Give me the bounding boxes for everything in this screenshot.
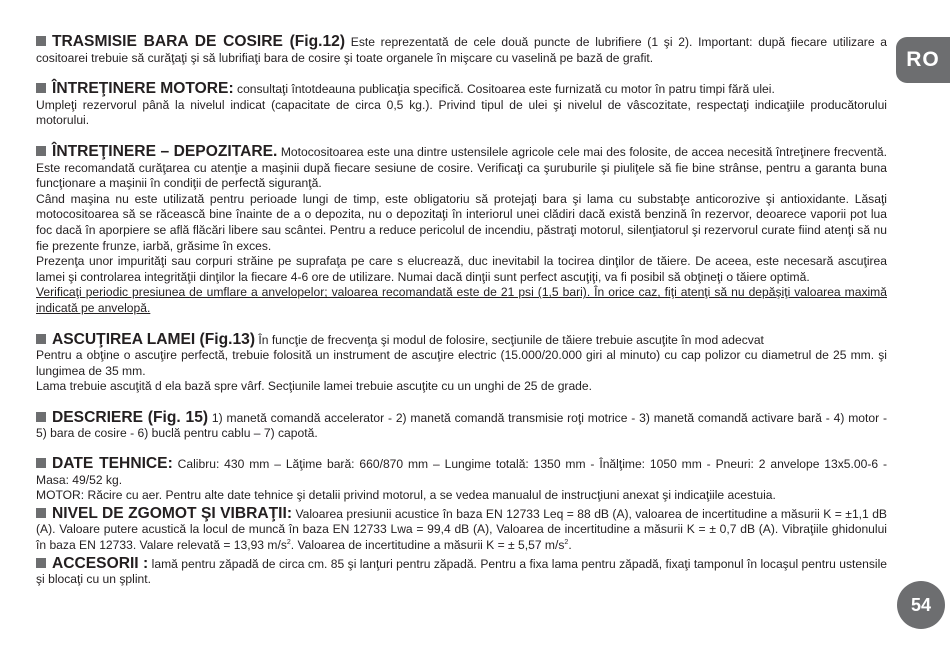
section-text: Este reprezentată de cele două puncte de lubrifiere (1 şi 2). Important: după fiecare utilizare a cositoarei trebuie să curăţaţi şi să lubrifiaţi bara de cosire şi toate organele în mişcare cu vaselină pe bază de grafit. [36, 35, 887, 65]
document-body [36, 34, 887, 588]
tire-pressure-note: Verificaţi periodic presiunea de umflare a anvelopelor; valoarea recomandată este de 21 psi (1,5 bari). În orice caz, fiţi atenţi să nu depăşiţi valoarea maximă indicată pe anvelopă. [36, 285, 887, 315]
section-heading: ACCESORII : [52, 554, 149, 572]
page-number-badge: 54 [897, 581, 945, 629]
bullet-square-icon [36, 508, 46, 518]
section-heading: DATE TEHNICE: [52, 455, 173, 473]
section-text: . [568, 538, 572, 553]
section-text: Pentru a obţine o ascuţire perfectă, trebuie folosită un instrument de ascuţire electric (15.000/20.000 giri al minuto) cu cap polizor cu diametrul de 25 mm. şi lungimea de 35 mm. [36, 348, 887, 378]
bullet-square-icon [36, 412, 46, 422]
section-description [36, 410, 887, 442]
section-storage [36, 144, 887, 317]
section-heading: NIVEL DE ZGOMOT ŞI VIBRAŢII: [52, 504, 293, 522]
section-heading: TRASMISIE BARA DE COSIRE (Fig.12) [52, 33, 346, 50]
section-engine-maintenance [36, 81, 887, 129]
bullet-square-icon [36, 36, 46, 46]
section-text: Umpleţi rezervorul până la nivelul indicat (capacitate de circa 0,5 kg.). Privind tipul de ulei şi nivelul de vâscozitate, respectaţi indicaţiile producătorului motorului. [36, 97, 887, 128]
section-heading: ÎNTREŢINERE MOTORE: [52, 80, 234, 98]
section-text: . Valoarea de incertitudine a măsurii K = ± 5,57 m/s [290, 538, 565, 553]
section-transmission [36, 34, 887, 66]
section-blade-sharpening [36, 332, 887, 395]
section-heading: DESCRIERE (Fig. 15) [52, 408, 209, 426]
section-heading: ASCUŢIREA LAMEI (Fig.13) [52, 330, 256, 348]
language-badge: RO [896, 37, 950, 83]
superscript: 2 [564, 539, 569, 546]
bullet-square-icon [36, 334, 46, 344]
section-text: Când maşina nu este utilizată pentru perioade lungi de timp, este obligatoriu să protejaţi bara şi lama cu substabţe anticorozive şi antioxidante. Lăsaţi motocositoarea să se răcească bine înainte de a o depozita, nu o depozitaţi în interiorul unei clădiri dacă există benzină în rezervor, deoarece vaporii pot lua foc dacă în aporpiere se află flăcări libere sau scântei. Pentru a reduce pericolul de incendiu, păstraţi motorul, silenţiatorul şi rezervorul curate fiind atenţi să nu fie prezente frunze, iarbă, grăsime în exces. [36, 191, 887, 253]
bullet-square-icon [36, 146, 46, 156]
section-text: Calibru: 430 mm – Lăţime bară: 660/870 mm – Lungime totală: 1350 mm - Înălţime: 1050 mm - Pneuri: 2 anvelope 13x5.00-6 - Masa: 49/52 kg. [36, 457, 887, 487]
section-text: 1) manetă comandă accelerator - 2) manetă comandă transmisie roţi motrice - 3) manetă comandă activare bară - 4) motor - 5) bara de cosire - 6) buclă pentru cablu – 7) capotă. [36, 410, 887, 441]
section-accessories [36, 556, 887, 588]
section-text: lamă pentru zăpadă de circa cm. 85 şi lanţuri pentru zăpadă. Pentru a fixa lama pentru zăpadă, fixaţi tamponul în locaşul pentru ustensile şi blocaţi cu un şplint. [36, 556, 887, 587]
section-text: În funcţie de frecvenţa şi modul de folosire, secţiunile de tăiere trebuie ascuţite în mod adecvat [255, 332, 764, 347]
section-text: Motocositoarea este una dintre ustensilele agricole cele mai des folosite, de accea necesită întreţinere frecventă. Este recomandată curăţarea cu atenţie a maşinii după fiecare sesiune de cosire. Verificaţi ca şuruburile şi piuliţele să fie bine strânse, pentru a garanta buna funcţionare a maşinii în condiţii de perfectă siguranţă. [36, 144, 887, 191]
section-noise-vibration [36, 506, 887, 554]
superscript: 2 [286, 539, 291, 546]
section-technical-data [36, 456, 887, 504]
section-heading: ÎNTREŢINERE – DEPOZITARE. [52, 142, 278, 160]
section-text: Valoarea presiunii acustice în baza EN 12733 Leq = 88 dB (A), valoarea de incertitudine a măsurii K = ±1,1 dB (A). Valoare putere acustică la locul de muncă în baza EN 12733 Lwa = 99,4 dB (A), Valoarea de incertitudine a măsurii K = ± 0,7 dB (A). Vibraţiile ghidonului în baza EN 12733. Valare relevată = 13,93 m/s [36, 506, 887, 553]
bullet-square-icon [36, 83, 46, 93]
section-text: MOTOR: Răcire cu aer. Pentru alte date tehnice şi detalii privind motorul, a se vedea manualul de instrucţiuni anexat şi indicaţiile acestuia. [36, 488, 776, 503]
section-text: consultaţi întotdeauna publicaţia specifică. Cositoarea este furnizată cu motor în patru timpi fără ulei. [233, 82, 775, 97]
bullet-square-icon [36, 458, 46, 468]
bullet-square-icon [36, 558, 46, 568]
section-text: Lama trebuie ascuţită d ela bază spre vârf. Secţiunile lamei trebuie ascuţite cu un unghi de 25 de grade. [36, 379, 592, 394]
section-text: Prezenţa unor impurităţi sau corpuri străine pe suprafaţa pe care s elucrează, duc inevitabil la tocirea dinţilor de tăiere. De aceea, este necesară ascuţirea lamei şi controlarea integrităţii dinţilor la fiecare 4-6 ore de utilizare. Numai dacă dinţii sunt perfect ascuţiţi, va fi posibil să obţineţi o tăiere optimă. [36, 254, 887, 284]
